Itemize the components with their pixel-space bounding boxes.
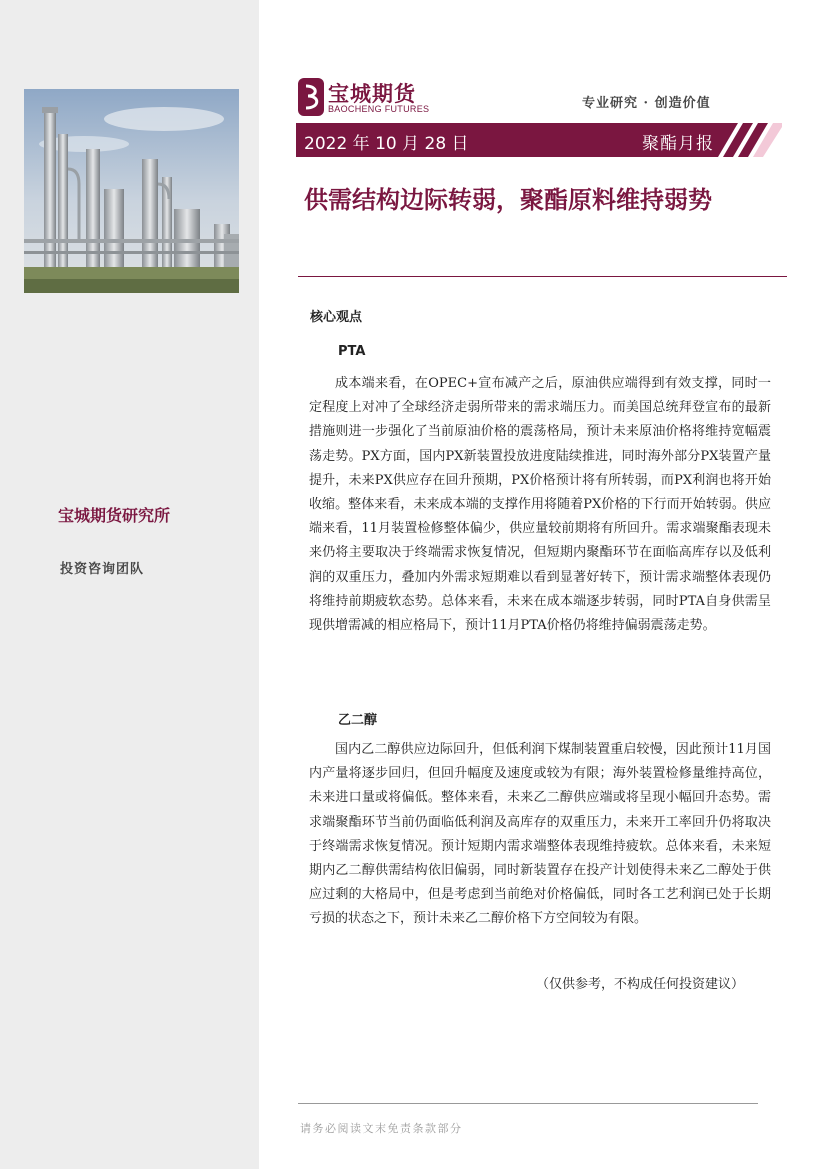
slogan: 专业研究 · 创造价值: [582, 96, 711, 111]
meg-heading: 乙二醇: [338, 713, 378, 728]
section-heading: 核心观点: [310, 310, 363, 325]
meg-paragraph: 国内乙二醇供应边际回升，但低利润下煤制装置重启较慢，因此预计11月国内产量将逐步回归，但回升幅度及速度或较为有限；海外装置检修量维持高位，未来进口量或将偏低。整体来看，未来乙二醇供应端或将呈现小幅回升态势。需求端聚酯环节当前仍面临低利润及高库存的双重压力，未来开工率回升仍将取决于终端需求恢复情况。预计短期内需求端整体表现维持疲软。总体来看，未来短期内乙二醇供需结构依旧偏弱，同时新装置存在投产计划使得未来乙二醇处于供应过剩的大格局中，但是考虑到当前绝对价格偏低，同时各工艺利润已处于长期亏损的状态之下，预计未来乙二醇价格下方空间较为有限。: [309, 742, 771, 927]
refinery-photo: [24, 89, 239, 293]
team-name: 投资咨询团队: [60, 562, 145, 577]
logo-english: BAOCHENG FUTURES: [328, 104, 430, 114]
report-type: 聚酯月报: [642, 134, 714, 154]
institute-name: 宝城期货研究所: [58, 506, 171, 525]
report-date: 2022 年 10 月 28 日: [304, 134, 469, 154]
pta-paragraph: 成本端来看，在OPEC+宣布减产之后，原油供应端得到有效支撑，同时一定程度上对冲了全球经济走弱所带来的需求端压力。而美国总统拜登宣布的最新措施则进一步强化了当前原油价格的震荡格局，预计未来原油价格将维持宽幅震荡走势。PX方面，国内PX新装置投放进度陆续推进，同时海外部分PX装置产量提升，未来PX供应存在回升预期，PX价格预计将有所转弱，而PX利润也将开始收缩。整体来看，未来成本端的支撑作用将随着PX价格的下行而开始转弱。供应端来看，11月装置检修整体偏少，供应量较前期将有所回升。需求端聚酯表现未来仍将主要取决于终端需求恢复情况，但短期内聚酯环节在面临高库存以及低利润的双重压力，叠加内外需求短期难以看到显著好转下，预计需求端整体表现仍将维持前期疲软态势。总体来看，未来在成本端逐步转弱，同时PTA自身供需呈现供增需减的相应格局下，预计11月PTA价格仍将维持偏弱震荡走势。: [309, 376, 771, 634]
divider: [298, 276, 787, 277]
page-title: 供需结构边际转弱，聚酯原料维持弱势: [304, 186, 712, 214]
disclaimer: （仅供参考，不构成任何投资建议）: [536, 977, 745, 992]
refinery-illustration: [24, 89, 239, 293]
pta-heading: PTA: [338, 344, 366, 359]
footer-note: 请务必阅读文末免责条款部分: [300, 1122, 463, 1135]
logo-text: 宝城期货: [328, 81, 416, 106]
footer-divider: [298, 1103, 758, 1104]
